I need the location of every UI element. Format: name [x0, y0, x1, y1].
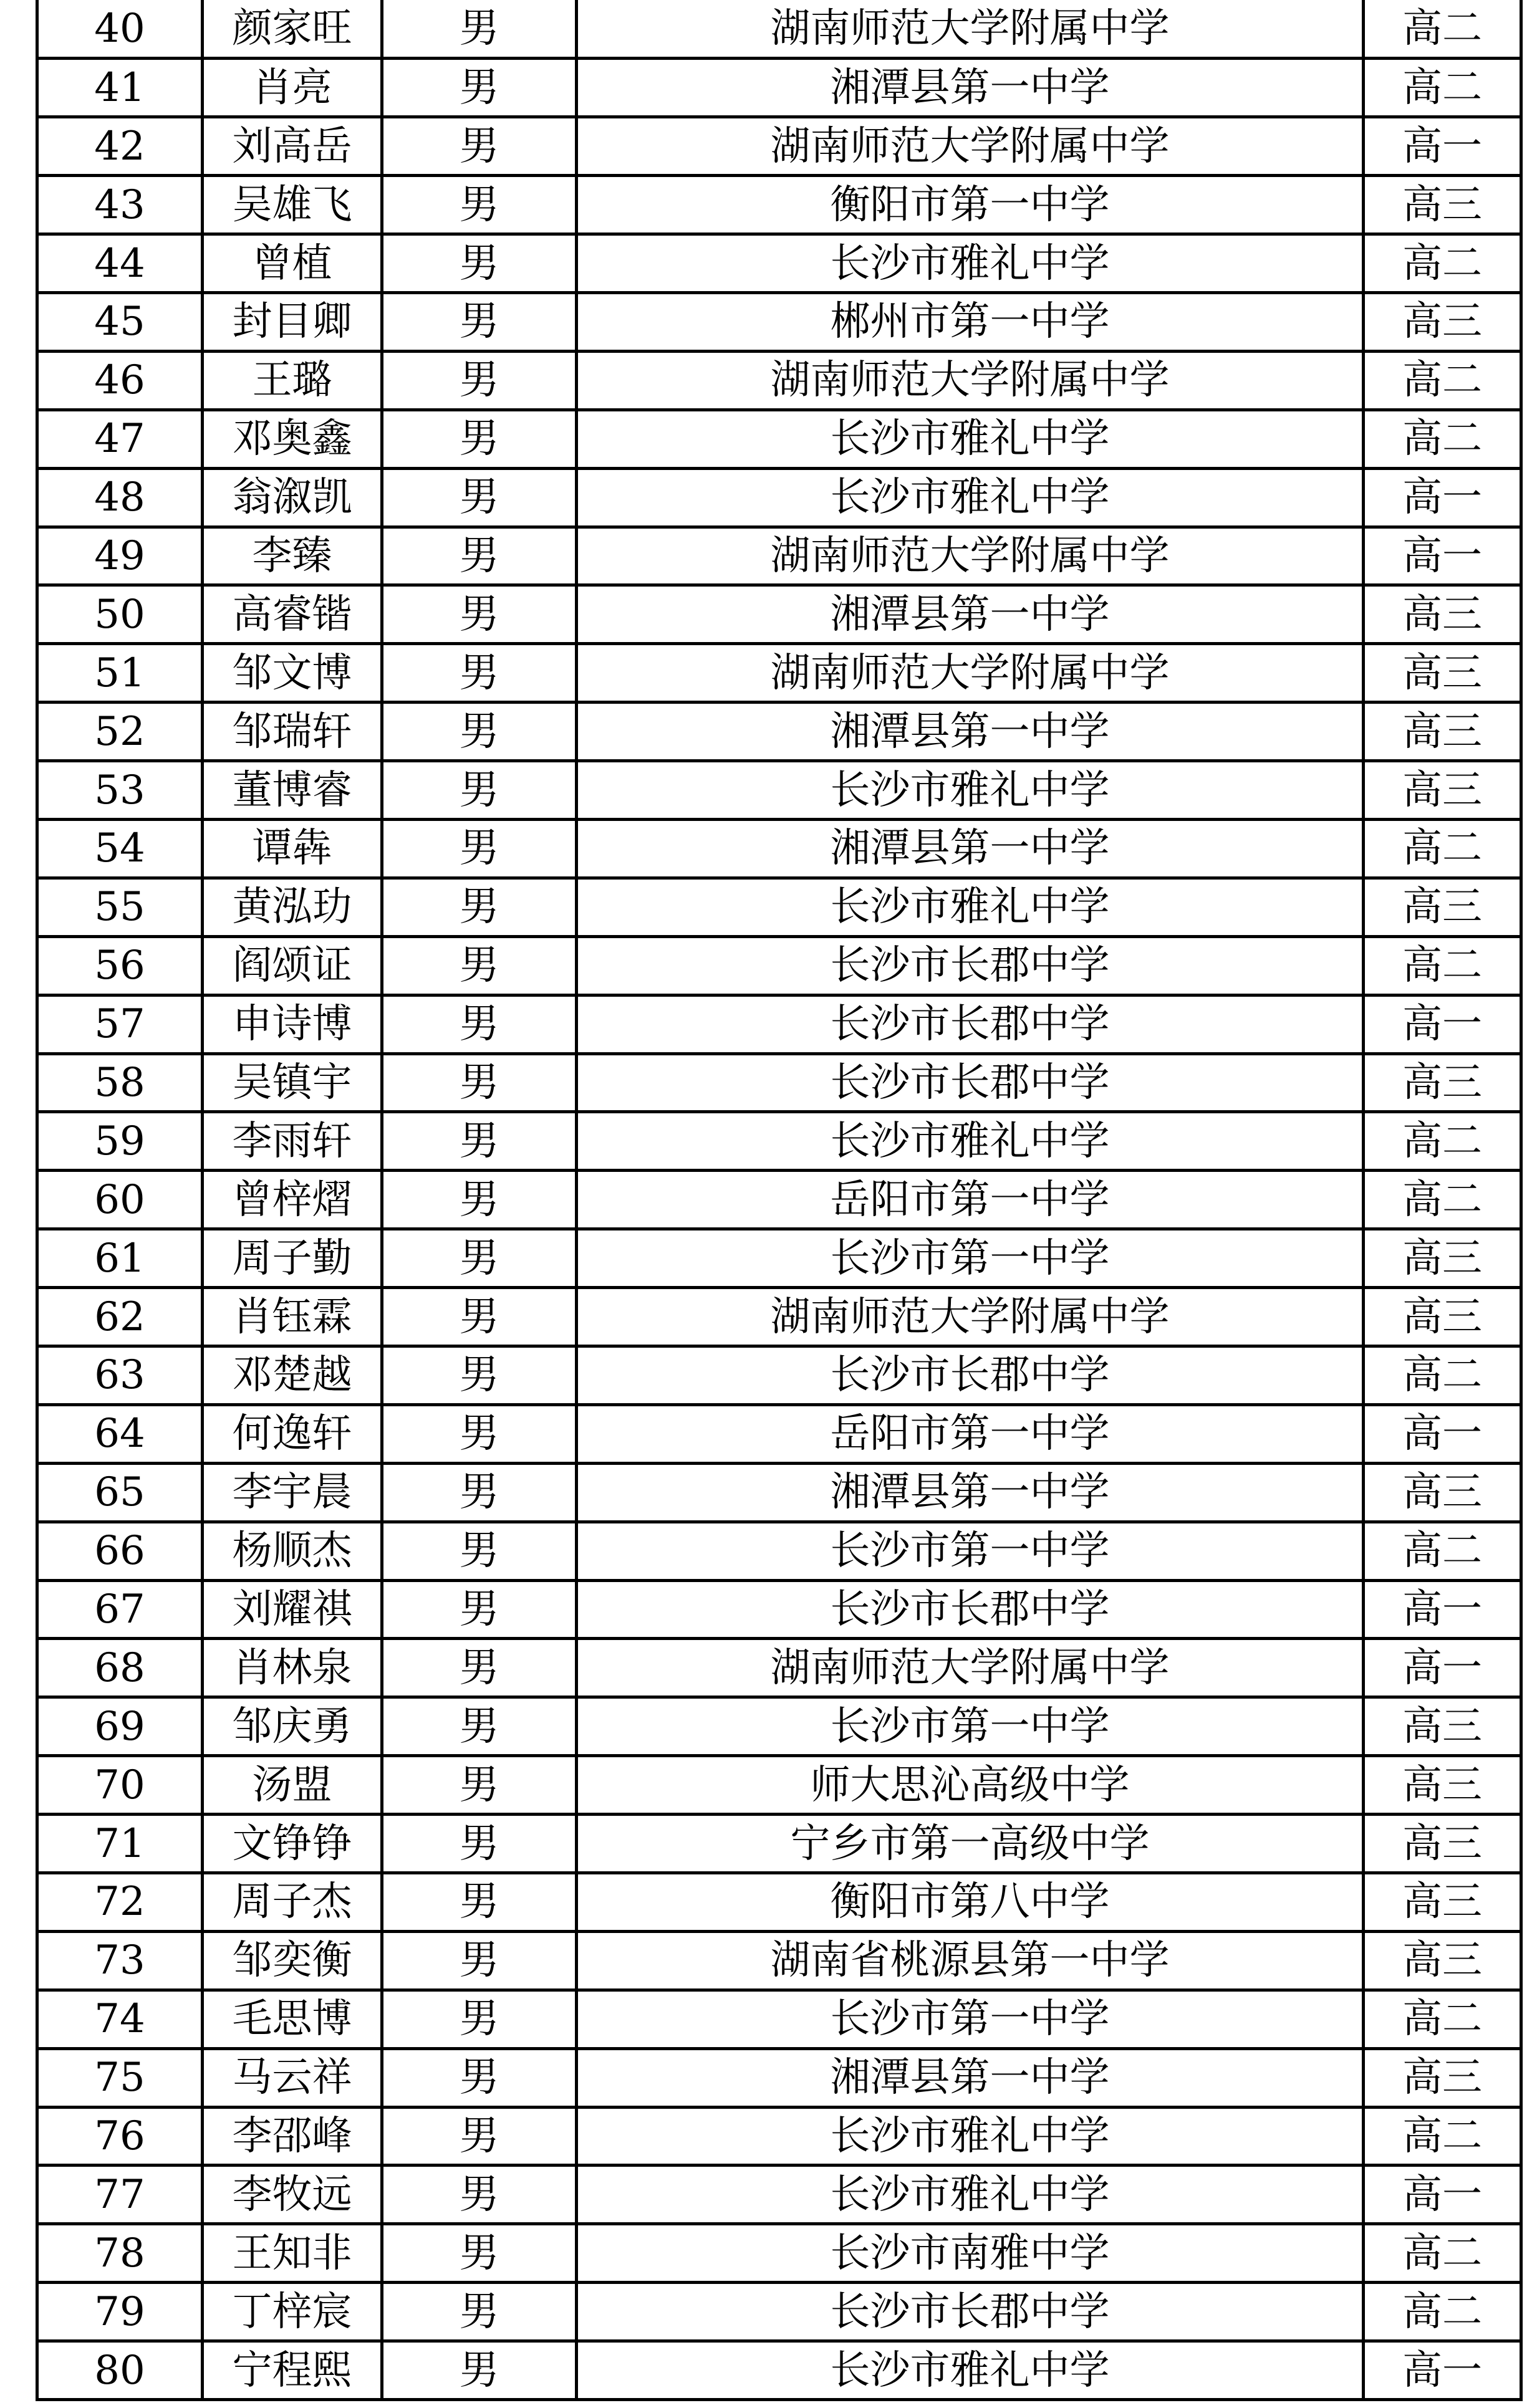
school-name: 师大思沁高级中学	[577, 1756, 1364, 1815]
grade-level: 高一	[1364, 2341, 1521, 2400]
school-name: 湖南师范大学附属中学	[577, 1288, 1364, 1346]
student-name: 邹文博	[203, 644, 382, 703]
student-gender: 男	[382, 1639, 577, 1697]
table-row	[37, 1346, 1521, 1404]
student-gender: 男	[382, 1463, 577, 1522]
grade-level: 高三	[1364, 585, 1521, 644]
row-number: 71	[37, 1815, 203, 1873]
school-name: 长沙市雅礼中学	[577, 1112, 1364, 1171]
school-name: 长沙市长郡中学	[577, 995, 1364, 1053]
table-row	[37, 1990, 1521, 2048]
row-number: 64	[37, 1404, 203, 1463]
table-row	[37, 2341, 1521, 2400]
row-number: 51	[37, 644, 203, 703]
table-row	[37, 2048, 1521, 2107]
row-number: 48	[37, 468, 203, 527]
table-row	[37, 117, 1521, 176]
grade-level: 高二	[1364, 1112, 1521, 1171]
row-number: 40	[37, 0, 203, 59]
student-gender: 男	[382, 176, 577, 234]
student-gender: 男	[382, 1815, 577, 1873]
school-name: 湖南师范大学附属中学	[577, 0, 1364, 59]
table-row	[37, 878, 1521, 936]
student-gender: 男	[382, 1522, 577, 1580]
grade-level: 高一	[1364, 1639, 1521, 1697]
row-number: 54	[37, 819, 203, 878]
school-name: 湘潭县第一中学	[577, 1463, 1364, 1522]
table-row	[37, 292, 1521, 351]
student-name: 邹庆勇	[203, 1697, 382, 1756]
grade-level: 高三	[1364, 703, 1521, 761]
student-name: 肖亮	[203, 59, 382, 117]
table-row	[37, 234, 1521, 293]
school-name: 湘潭县第一中学	[577, 819, 1364, 878]
table-row	[37, 1288, 1521, 1346]
table-row	[37, 1873, 1521, 1932]
table-row	[37, 527, 1521, 585]
student-name: 宁程熙	[203, 2341, 382, 2400]
student-gender: 男	[382, 1171, 577, 1229]
row-number: 62	[37, 1288, 203, 1346]
table-row	[37, 351, 1521, 410]
student-name: 吴镇宇	[203, 1053, 382, 1112]
row-number: 49	[37, 527, 203, 585]
school-name: 长沙市雅礼中学	[577, 761, 1364, 820]
row-number: 43	[37, 176, 203, 234]
row-number: 76	[37, 2107, 203, 2166]
student-gender: 男	[382, 0, 577, 59]
school-name: 岳阳市第一中学	[577, 1171, 1364, 1229]
student-name: 李臻	[203, 527, 382, 585]
student-gender: 男	[382, 527, 577, 585]
row-number: 47	[37, 410, 203, 468]
row-number: 60	[37, 1171, 203, 1229]
row-number: 79	[37, 2283, 203, 2341]
grade-level: 高一	[1364, 2166, 1521, 2224]
row-number: 77	[37, 2166, 203, 2224]
school-name: 长沙市雅礼中学	[577, 2166, 1364, 2224]
student-gender: 男	[382, 2166, 577, 2224]
student-gender: 男	[382, 936, 577, 995]
row-number: 59	[37, 1112, 203, 1171]
table-row	[37, 1112, 1521, 1171]
table-row	[37, 1229, 1521, 1288]
row-number: 58	[37, 1053, 203, 1112]
student-gender: 男	[382, 1756, 577, 1815]
grade-level: 高二	[1364, 936, 1521, 995]
school-name: 湘潭县第一中学	[577, 703, 1364, 761]
table-row	[37, 2283, 1521, 2341]
school-name: 湖南师范大学附属中学	[577, 117, 1364, 176]
student-name: 申诗博	[203, 995, 382, 1053]
student-name: 周子勤	[203, 1229, 382, 1288]
row-number: 65	[37, 1463, 203, 1522]
student-gender: 男	[382, 117, 577, 176]
table-row	[37, 1697, 1521, 1756]
school-name: 长沙市长郡中学	[577, 2283, 1364, 2341]
student-gender: 男	[382, 644, 577, 703]
row-number: 56	[37, 936, 203, 995]
table-row	[37, 995, 1521, 1053]
table-row	[37, 468, 1521, 527]
grade-level: 高三	[1364, 644, 1521, 703]
student-name: 何逸轩	[203, 1404, 382, 1463]
table-row	[37, 1171, 1521, 1229]
row-number: 67	[37, 1580, 203, 1639]
school-name: 长沙市南雅中学	[577, 2224, 1364, 2283]
row-number: 61	[37, 1229, 203, 1288]
table-row	[37, 59, 1521, 117]
school-name: 长沙市第一中学	[577, 1990, 1364, 2048]
student-gender: 男	[382, 2224, 577, 2283]
grade-level: 高三	[1364, 878, 1521, 936]
student-name: 马云祥	[203, 2048, 382, 2107]
student-name: 李宇晨	[203, 1463, 382, 1522]
table-row	[37, 1639, 1521, 1697]
row-number: 72	[37, 1873, 203, 1932]
row-number: 73	[37, 1931, 203, 1990]
grade-level: 高二	[1364, 1522, 1521, 1580]
table-row	[37, 761, 1521, 820]
school-name: 湖南师范大学附属中学	[577, 527, 1364, 585]
grade-level: 高二	[1364, 410, 1521, 468]
student-name: 王知非	[203, 2224, 382, 2283]
roster-body	[37, 0, 1521, 2400]
student-name: 封目卿	[203, 292, 382, 351]
student-gender: 男	[382, 995, 577, 1053]
student-gender: 男	[382, 351, 577, 410]
table-row	[37, 936, 1521, 995]
student-name: 曾植	[203, 234, 382, 293]
table-row	[37, 1580, 1521, 1639]
table-row	[37, 0, 1521, 59]
school-name: 长沙市雅礼中学	[577, 2107, 1364, 2166]
school-name: 长沙市雅礼中学	[577, 2341, 1364, 2400]
school-name: 长沙市长郡中学	[577, 1053, 1364, 1112]
school-name: 郴州市第一中学	[577, 292, 1364, 351]
row-number: 63	[37, 1346, 203, 1404]
grade-level: 高三	[1364, 1053, 1521, 1112]
table-row	[37, 2224, 1521, 2283]
school-name: 湖南师范大学附属中学	[577, 1639, 1364, 1697]
student-name: 杨顺杰	[203, 1522, 382, 1580]
grade-level: 高二	[1364, 351, 1521, 410]
school-name: 湖南省桃源县第一中学	[577, 1931, 1364, 1990]
student-gender: 男	[382, 761, 577, 820]
student-name: 翁溆凯	[203, 468, 382, 527]
grade-level: 高三	[1364, 1756, 1521, 1815]
row-number: 41	[37, 59, 203, 117]
student-name: 黄泓玏	[203, 878, 382, 936]
row-number: 55	[37, 878, 203, 936]
school-name: 长沙市长郡中学	[577, 1580, 1364, 1639]
student-name: 吴雄飞	[203, 176, 382, 234]
student-gender: 男	[382, 468, 577, 527]
student-name: 刘耀祺	[203, 1580, 382, 1639]
student-gender: 男	[382, 703, 577, 761]
table-row	[37, 1463, 1521, 1522]
student-gender: 男	[382, 2107, 577, 2166]
table-row	[37, 1815, 1521, 1873]
school-name: 宁乡市第一高级中学	[577, 1815, 1364, 1873]
school-name: 湘潭县第一中学	[577, 2048, 1364, 2107]
row-number: 68	[37, 1639, 203, 1697]
grade-level: 高一	[1364, 527, 1521, 585]
table-row	[37, 1756, 1521, 1815]
school-name: 长沙市长郡中学	[577, 936, 1364, 995]
student-name: 颜家旺	[203, 0, 382, 59]
table-row	[37, 1931, 1521, 1990]
school-name: 衡阳市第八中学	[577, 1873, 1364, 1932]
table-row	[37, 2166, 1521, 2224]
grade-level: 高三	[1364, 1463, 1521, 1522]
table-row	[37, 410, 1521, 468]
student-name: 毛思博	[203, 1990, 382, 2048]
student-name: 阎颂证	[203, 936, 382, 995]
grade-level: 高三	[1364, 1931, 1521, 1990]
student-gender: 男	[382, 1053, 577, 1112]
student-roster-table	[36, 0, 1523, 2401]
school-name: 长沙市第一中学	[577, 1522, 1364, 1580]
student-gender: 男	[382, 59, 577, 117]
grade-level: 高三	[1364, 292, 1521, 351]
grade-level: 高一	[1364, 1404, 1521, 1463]
student-gender: 男	[382, 1288, 577, 1346]
student-gender: 男	[382, 1229, 577, 1288]
student-name: 邓楚越	[203, 1346, 382, 1404]
student-gender: 男	[382, 1580, 577, 1639]
grade-level: 高二	[1364, 234, 1521, 293]
student-gender: 男	[382, 819, 577, 878]
student-gender: 男	[382, 1990, 577, 2048]
grade-level: 高三	[1364, 761, 1521, 820]
student-name: 丁梓宸	[203, 2283, 382, 2341]
grade-level: 高二	[1364, 1346, 1521, 1404]
grade-level: 高三	[1364, 176, 1521, 234]
student-gender: 男	[382, 2341, 577, 2400]
grade-level: 高三	[1364, 1229, 1521, 1288]
grade-level: 高一	[1364, 1580, 1521, 1639]
student-name: 文铮铮	[203, 1815, 382, 1873]
row-number: 45	[37, 292, 203, 351]
table-row	[37, 2107, 1521, 2166]
table-row	[37, 819, 1521, 878]
student-name: 肖林泉	[203, 1639, 382, 1697]
student-name: 李牧远	[203, 2166, 382, 2224]
student-gender: 男	[382, 292, 577, 351]
row-number: 74	[37, 1990, 203, 2048]
table-row	[37, 703, 1521, 761]
school-name: 湘潭县第一中学	[577, 585, 1364, 644]
grade-level: 高二	[1364, 1990, 1521, 2048]
grade-level: 高三	[1364, 2048, 1521, 2107]
table-row	[37, 1522, 1521, 1580]
school-name: 湖南师范大学附属中学	[577, 351, 1364, 410]
school-name: 岳阳市第一中学	[577, 1404, 1364, 1463]
student-name: 邹奕衡	[203, 1931, 382, 1990]
school-name: 长沙市雅礼中学	[577, 234, 1364, 293]
student-name: 李雨轩	[203, 1112, 382, 1171]
grade-level: 高三	[1364, 1873, 1521, 1932]
row-number: 42	[37, 117, 203, 176]
student-name: 邹瑞轩	[203, 703, 382, 761]
grade-level: 高二	[1364, 2283, 1521, 2341]
grade-level: 高二	[1364, 59, 1521, 117]
row-number: 80	[37, 2341, 203, 2400]
student-gender: 男	[382, 410, 577, 468]
student-gender: 男	[382, 878, 577, 936]
grade-level: 高一	[1364, 117, 1521, 176]
table-row	[37, 1053, 1521, 1112]
student-gender: 男	[382, 1873, 577, 1932]
school-name: 长沙市雅礼中学	[577, 410, 1364, 468]
school-name: 长沙市长郡中学	[577, 1346, 1364, 1404]
table-row	[37, 585, 1521, 644]
school-name: 湖南师范大学附属中学	[577, 644, 1364, 703]
student-gender: 男	[382, 1112, 577, 1171]
student-name: 高睿锴	[203, 585, 382, 644]
student-name: 董博睿	[203, 761, 382, 820]
grade-level: 高二	[1364, 1171, 1521, 1229]
table-row	[37, 176, 1521, 234]
table-row	[37, 644, 1521, 703]
student-gender: 男	[382, 1697, 577, 1756]
grade-level: 高三	[1364, 1815, 1521, 1873]
student-name: 王璐	[203, 351, 382, 410]
school-name: 长沙市第一中学	[577, 1697, 1364, 1756]
row-number: 57	[37, 995, 203, 1053]
row-number: 78	[37, 2224, 203, 2283]
row-number: 53	[37, 761, 203, 820]
school-name: 长沙市雅礼中学	[577, 468, 1364, 527]
row-number: 66	[37, 1522, 203, 1580]
table-row	[37, 1404, 1521, 1463]
student-gender: 男	[382, 1404, 577, 1463]
student-gender: 男	[382, 2048, 577, 2107]
row-number: 70	[37, 1756, 203, 1815]
row-number: 69	[37, 1697, 203, 1756]
row-number: 52	[37, 703, 203, 761]
student-gender: 男	[382, 585, 577, 644]
row-number: 50	[37, 585, 203, 644]
grade-level: 高二	[1364, 2107, 1521, 2166]
student-gender: 男	[382, 234, 577, 293]
grade-level: 高二	[1364, 819, 1521, 878]
grade-level: 高二	[1364, 0, 1521, 59]
grade-level: 高三	[1364, 1697, 1521, 1756]
grade-level: 高三	[1364, 1288, 1521, 1346]
school-name: 长沙市雅礼中学	[577, 878, 1364, 936]
student-name: 周子杰	[203, 1873, 382, 1932]
student-gender: 男	[382, 1931, 577, 1990]
grade-level: 高一	[1364, 995, 1521, 1053]
row-number: 44	[37, 234, 203, 293]
student-name: 汤盟	[203, 1756, 382, 1815]
grade-level: 高一	[1364, 468, 1521, 527]
student-gender: 男	[382, 2283, 577, 2341]
student-name: 李邵峰	[203, 2107, 382, 2166]
student-name: 肖钰霖	[203, 1288, 382, 1346]
row-number: 46	[37, 351, 203, 410]
school-name: 衡阳市第一中学	[577, 176, 1364, 234]
grade-level: 高二	[1364, 2224, 1521, 2283]
student-gender: 男	[382, 1346, 577, 1404]
student-name: 曾梓熠	[203, 1171, 382, 1229]
school-name: 湘潭县第一中学	[577, 59, 1364, 117]
school-name: 长沙市第一中学	[577, 1229, 1364, 1288]
row-number: 75	[37, 2048, 203, 2107]
student-name: 谭犇	[203, 819, 382, 878]
student-name: 刘高岳	[203, 117, 382, 176]
student-name: 邓奥鑫	[203, 410, 382, 468]
